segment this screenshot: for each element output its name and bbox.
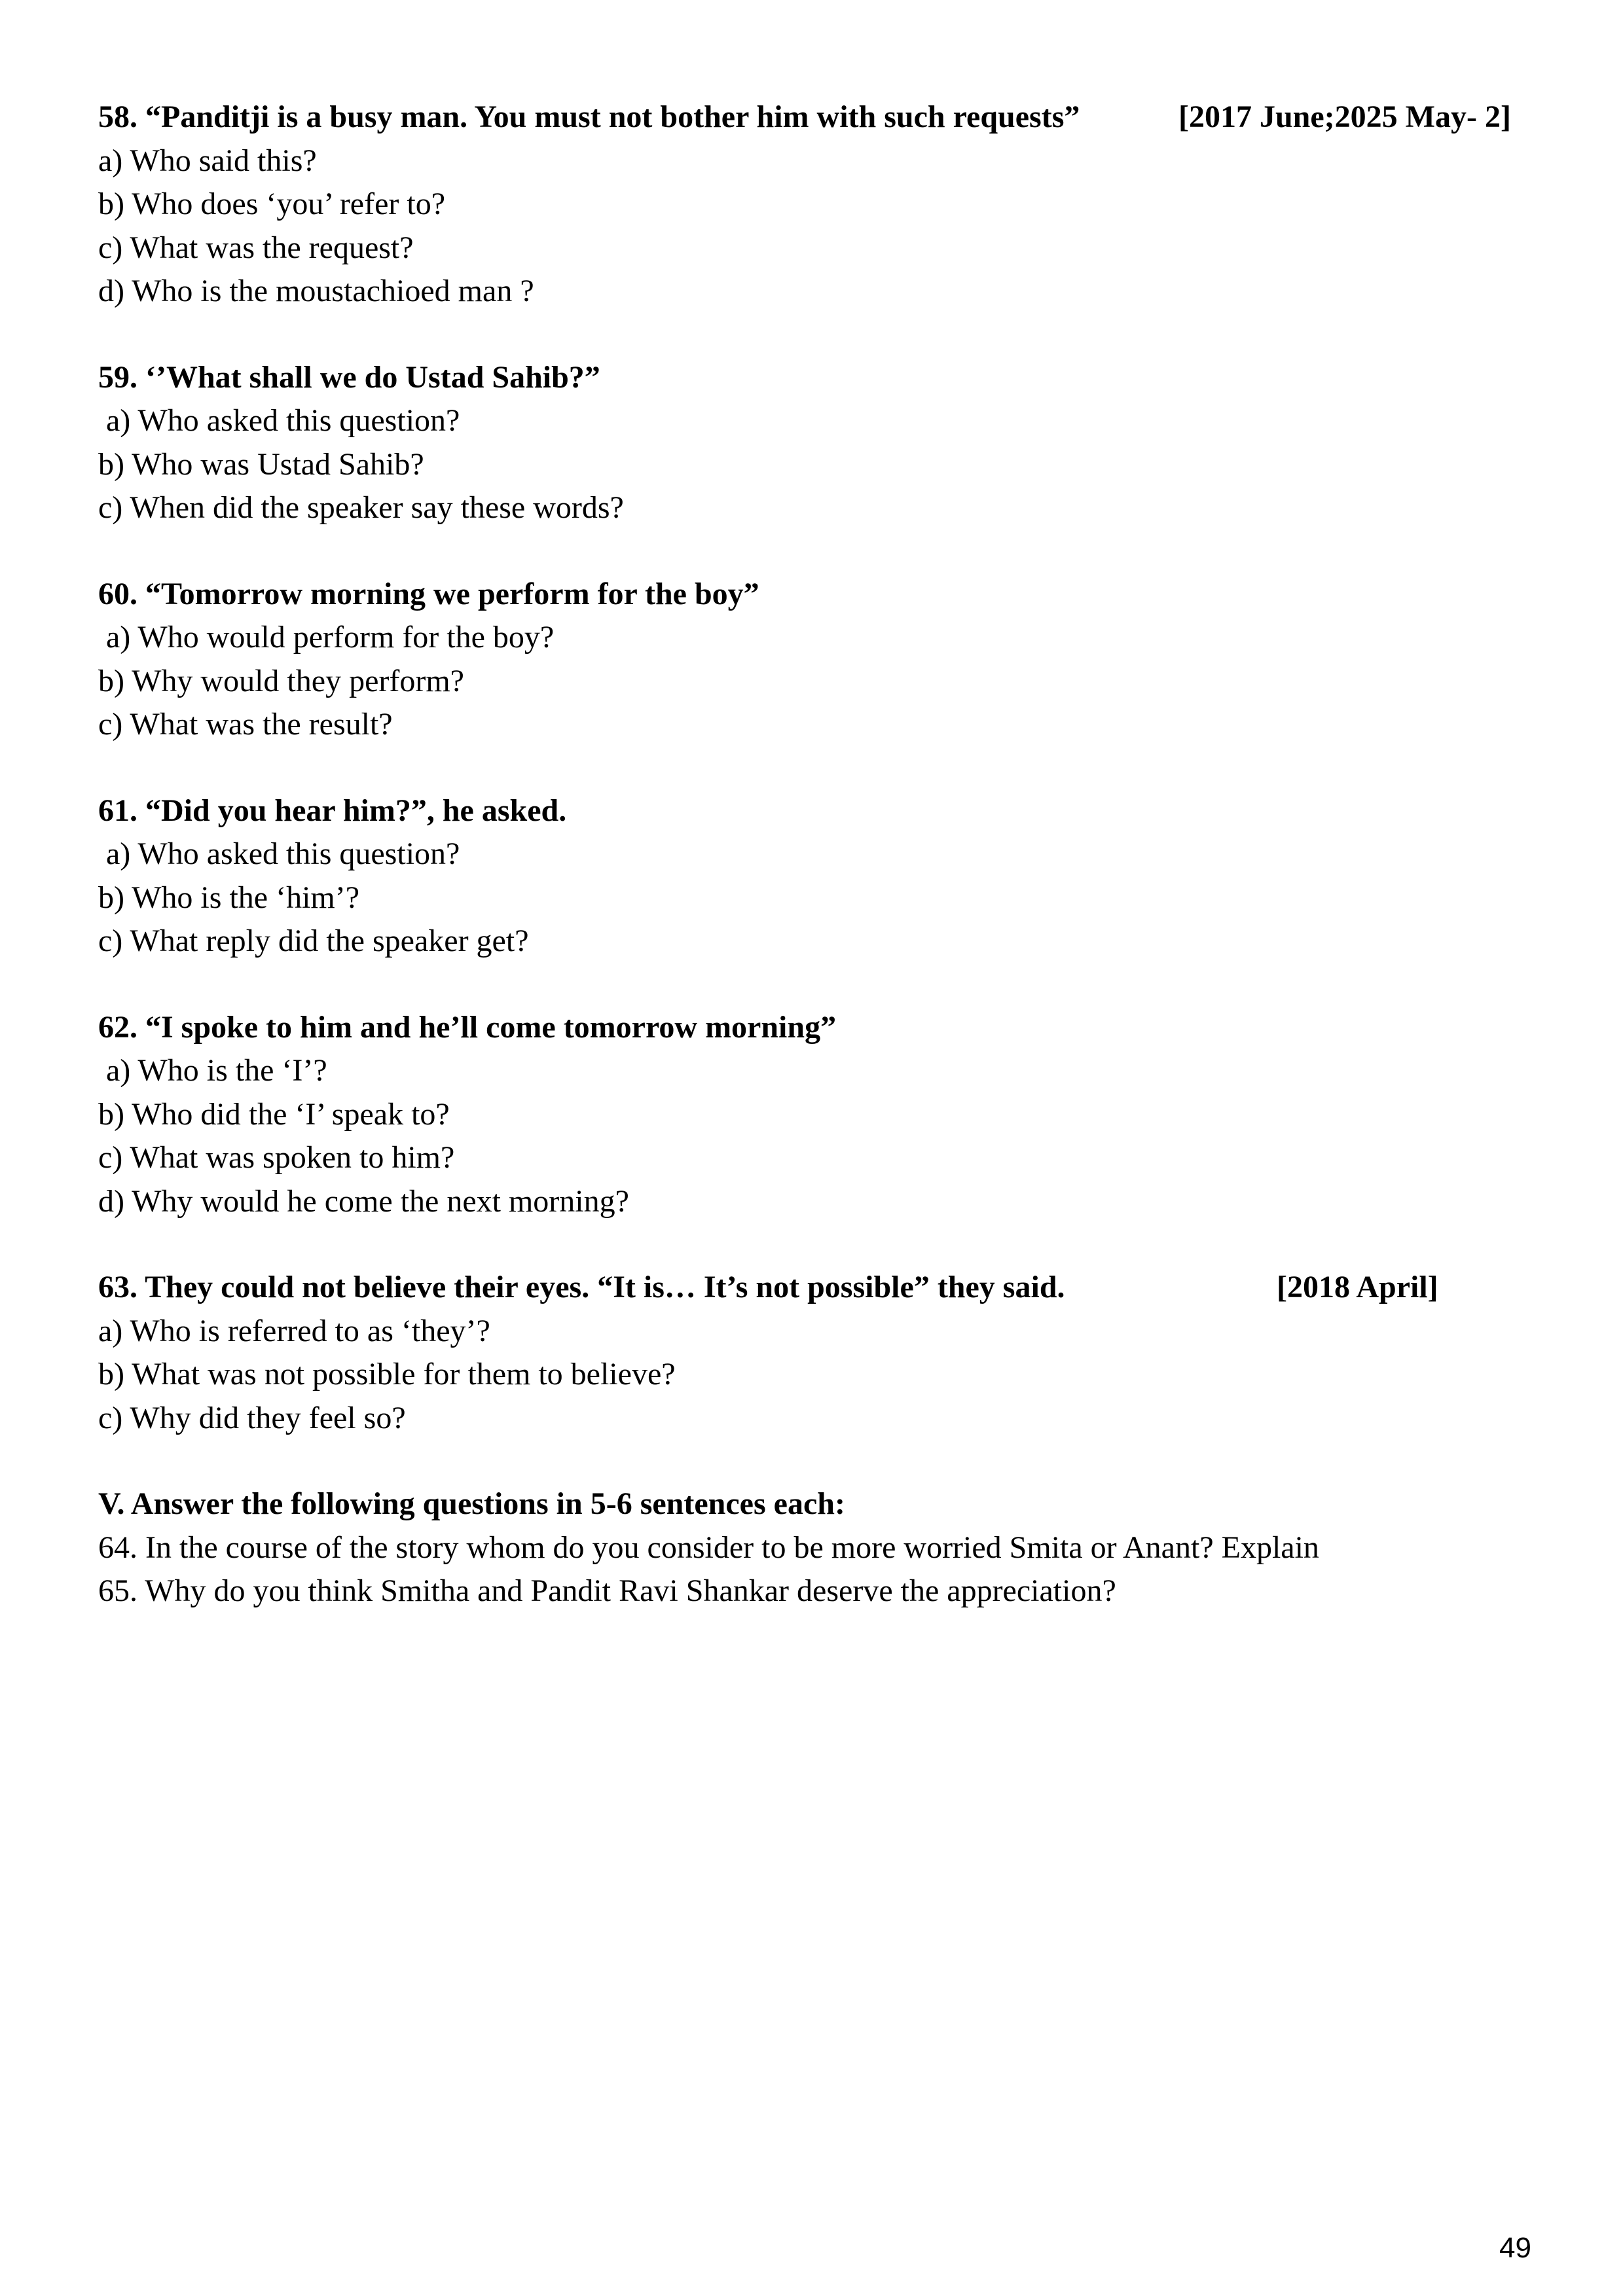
section-v-question-65: 65. Why do you think Smitha and Pandit Ravi Shankar deserve the appreciation? (98, 1573, 1116, 1608)
question-61-title: 61. “Did you hear him?”, he asked. (98, 793, 567, 828)
question-63 (98, 1266, 1539, 1440)
question-58-item-b: b) Who does ‘you’ refer to? (98, 187, 446, 221)
question-58-item-a: a) Who said this? (98, 143, 317, 178)
question-61-item-b: b) Who is the ‘him’? (98, 880, 360, 915)
question-63-item-b: b) What was not possible for them to believe? (98, 1357, 676, 1391)
section-v-heading: V. Answer the following questions in 5-6 sentences each: (98, 1486, 845, 1521)
question-62-item-d: d) Why would he come the next morning? (98, 1183, 629, 1219)
question-59-item-a: a) Who asked this question? (106, 403, 460, 438)
question-60-title: 60. “Tomorrow morning we perform for the boy” (98, 576, 759, 611)
question-59-item-b: b) Who was Ustad Sahib? (98, 446, 424, 482)
question-58-title: 58. “Panditji is a busy man. You must not bother him with such requests” (98, 99, 1080, 134)
question-62-title: 62. “I spoke to him and he’ll come tomorrow morning” (98, 1009, 837, 1045)
question-61-item-a: a) Who asked this question? (106, 836, 460, 871)
question-63-item-a: a) Who is referred to as ‘they’? (98, 1313, 490, 1348)
question-62-item-b: b) Who did the ‘I’ speak to? (98, 1096, 450, 1132)
question-58-item-d: d) Who is the moustachioed man ? (98, 274, 534, 308)
question-63-exam-tag: [2018 April] (1277, 1270, 1438, 1304)
section-v (98, 1482, 1539, 1613)
question-60-item-b: b) Why would they perform? (98, 663, 464, 698)
question-58-heading (98, 96, 1539, 139)
question-59-item-c: c) When did the speaker say these words? (98, 490, 624, 525)
section-v-question-64: 64. In the course of the story whom do you consider to be more worried Smita or Anant? Explain (98, 1530, 1319, 1565)
question-58-item-c: c) What was the request? (98, 230, 414, 265)
page-content (98, 96, 1539, 1656)
page-number: 49 (1499, 2232, 1531, 2264)
question-63-heading (98, 1266, 1539, 1310)
question-61-item-c: c) What reply did the speaker get? (98, 924, 529, 958)
question-58-exam-tag: [2017 June;2025 May- 2] (1178, 99, 1511, 134)
question-61 (98, 789, 1539, 963)
question-59-title: 59. ‘’What shall we do Ustad Sahib?” (98, 359, 600, 395)
question-60 (98, 573, 1539, 747)
question-58 (98, 96, 1539, 314)
question-62 (98, 1006, 1539, 1224)
question-62-item-c: c) What was spoken to him? (98, 1140, 455, 1175)
question-60-item-c: c) What was the result? (98, 707, 393, 742)
question-63-item-c: c) Why did they feel so? (98, 1400, 406, 1435)
question-63-title: 63. They could not believe their eyes. “It is… It’s not possible” they said. (98, 1270, 1065, 1304)
question-62-item-a: a) Who is the ‘I’? (106, 1053, 327, 1088)
question-59 (98, 356, 1539, 530)
question-60-item-a: a) Who would perform for the boy? (106, 620, 555, 655)
